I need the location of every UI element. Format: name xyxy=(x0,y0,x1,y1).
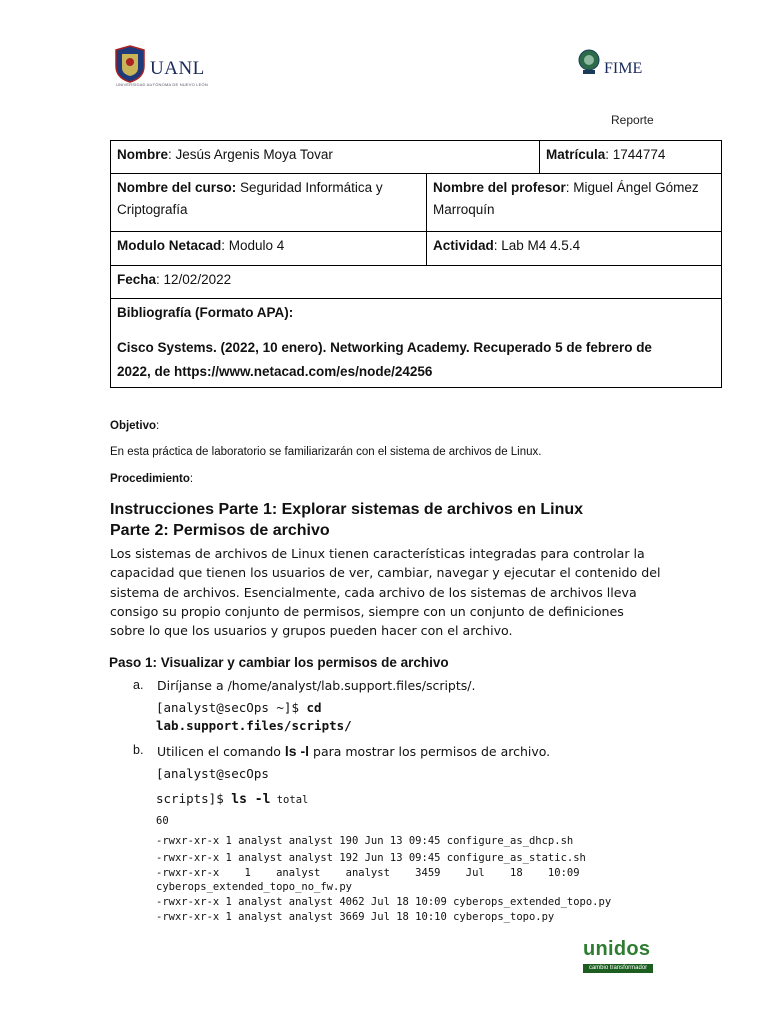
objetivo-text: En esta práctica de laboratorio se familiarizarán con el sistema de archivos de Linux. xyxy=(110,446,542,458)
listing-line: -rwxr-xr-x 1 analyst analyst 192 Jun 13 09:45 configure_as_static.sh xyxy=(156,852,586,864)
bibliografia-label: Bibliografía (Formato APA): xyxy=(117,305,294,320)
item-a-text: Diríjanse a /home/analyst/lab.support.files/scripts/. xyxy=(157,678,476,693)
matricula-cell xyxy=(539,140,722,174)
prompt-ls: ls -l xyxy=(231,792,271,807)
listing-line: -rwxr-xr-x 1 analyst analyst 4062 Jul 18 10:09 cyberops_extended_topo.py xyxy=(156,896,612,908)
fime-logo xyxy=(578,48,658,88)
listing-line: -rwxr-xr-x 1 analyst analyst 3459 Jul 18 10:09 xyxy=(156,867,580,879)
fime-name: FIME xyxy=(604,60,643,77)
paragraph-line: sobre lo que los usuarios y grupos pueden hacer con el archivo. xyxy=(110,623,513,639)
curso-label: Nombre del curso: xyxy=(117,180,237,195)
fecha-value: : 12/02/2022 xyxy=(156,272,232,287)
bibliografia-cell xyxy=(110,298,722,388)
objetivo-colon: : xyxy=(156,420,160,432)
modulo-cell xyxy=(110,231,427,266)
objetivo-label: Objetivo xyxy=(110,420,157,432)
cmd-prompt: [analyst@secOps ~]$ xyxy=(156,700,307,715)
total-value: 60 xyxy=(156,815,169,827)
modulo-label: Modulo Netacad xyxy=(117,238,222,253)
prompt-dir: scripts]$ xyxy=(156,791,232,806)
uanl-subtitle: UNIVERSIDAD AUTÓNOMA DE NUEVO LEÓN xyxy=(116,82,208,87)
cmd-path: lab.support.files/scripts/ xyxy=(156,718,352,733)
procedimiento-colon: : xyxy=(189,473,194,485)
prompt-line-2 xyxy=(156,791,308,807)
item-b-text xyxy=(157,743,550,759)
paragraph-line: capacidad que tienen los usuarios de ver, cambiar, navegar y ejecutar el contenido del xyxy=(110,565,661,581)
unidos-logo-tagline: cambio transformador xyxy=(583,964,653,973)
uanl-logo xyxy=(112,44,212,90)
nombre-label: Nombre xyxy=(117,147,169,162)
item-a-command xyxy=(156,700,322,715)
item-b-letter: b. xyxy=(133,743,144,757)
prompt-line-1: [analyst@secOps xyxy=(156,766,269,781)
nombre-value: : Jesús Argenis Moya Tovar xyxy=(168,147,333,162)
curso-cell xyxy=(110,173,427,232)
profesor-cell xyxy=(426,173,722,232)
modulo-value: : Modulo 4 xyxy=(221,238,285,253)
bibliografia-entry xyxy=(117,336,715,384)
fecha-label: Fecha xyxy=(117,272,157,287)
fime-seal-icon xyxy=(578,48,600,76)
matricula-label: Matrícula xyxy=(546,147,606,162)
listing-line: cyberops_extended_topo_no_fw.py xyxy=(156,881,352,893)
profesor-value-cont: Marroquín xyxy=(433,202,495,217)
instrucciones-paragraph xyxy=(110,544,670,640)
item-b-text-post: para mostrar los permisos de archivo. xyxy=(309,744,551,759)
actividad-label: Actividad xyxy=(433,238,494,253)
paragraph-line: consigo su propio conjunto de permisos, siempre con un conjunto de definiciones xyxy=(110,603,624,619)
curso-value-cont: Criptografía xyxy=(117,202,188,217)
listing-line: -rwxr-xr-x 1 analyst analyst 3669 Jul 18 10:10 cyberops_topo.py xyxy=(156,911,555,923)
instrucciones-title-1: Instrucciones Parte 1: Explorar sistemas de archivos en Linux xyxy=(110,501,584,518)
cmd-cd: cd xyxy=(306,700,322,715)
unidos-logo-text: unidos xyxy=(583,938,651,960)
profesor-label: Nombre del profesor xyxy=(433,180,566,195)
item-b-text-cmd: ls -l xyxy=(284,743,310,759)
procedimiento-heading xyxy=(110,473,193,485)
report-label: Reporte xyxy=(611,113,654,127)
fecha-cell xyxy=(110,265,722,299)
unidos-logo xyxy=(583,938,655,978)
profesor-value: : Miguel Ángel Gómez xyxy=(565,180,699,195)
matricula-value: : 1744774 xyxy=(605,147,666,162)
listing-line: -rwxr-xr-x 1 analyst analyst 190 Jun 13 09:45 configure_as_dhcp.sh xyxy=(156,835,574,847)
procedimiento-label: Procedimiento xyxy=(110,473,190,485)
total-label: total xyxy=(270,794,309,806)
actividad-value: : Lab M4 4.5.4 xyxy=(493,238,581,253)
uanl-name: UANL xyxy=(150,58,205,79)
paso1-title: Paso 1: Visualizar y cambiar los permisos de archivo xyxy=(109,655,449,670)
uanl-seal-icon xyxy=(112,44,148,84)
actividad-cell xyxy=(426,231,722,266)
objetivo-heading xyxy=(110,420,159,432)
bibliografia-line: 2022, de https://www.netacad.com/es/node/24256 xyxy=(117,364,433,379)
nombre-cell xyxy=(110,140,540,174)
item-a-letter: a. xyxy=(133,678,144,692)
item-b-text-pre: Utilicen el comando xyxy=(157,744,285,759)
curso-value: Seguridad Informática y xyxy=(236,180,383,195)
paragraph-line: Los sistemas de archivos de Linux tienen características integradas para controlar la xyxy=(110,546,645,561)
instrucciones-title-2: Parte 2: Permisos de archivo xyxy=(110,522,330,539)
paragraph-line: sistema de archivos. Esencialmente, cada archivo de los sistemas de archivos lleva xyxy=(110,584,637,600)
bibliografia-line: Cisco Systems. (2022, 10 enero). Networking Academy. Recuperado 5 de febrero de xyxy=(117,340,652,355)
